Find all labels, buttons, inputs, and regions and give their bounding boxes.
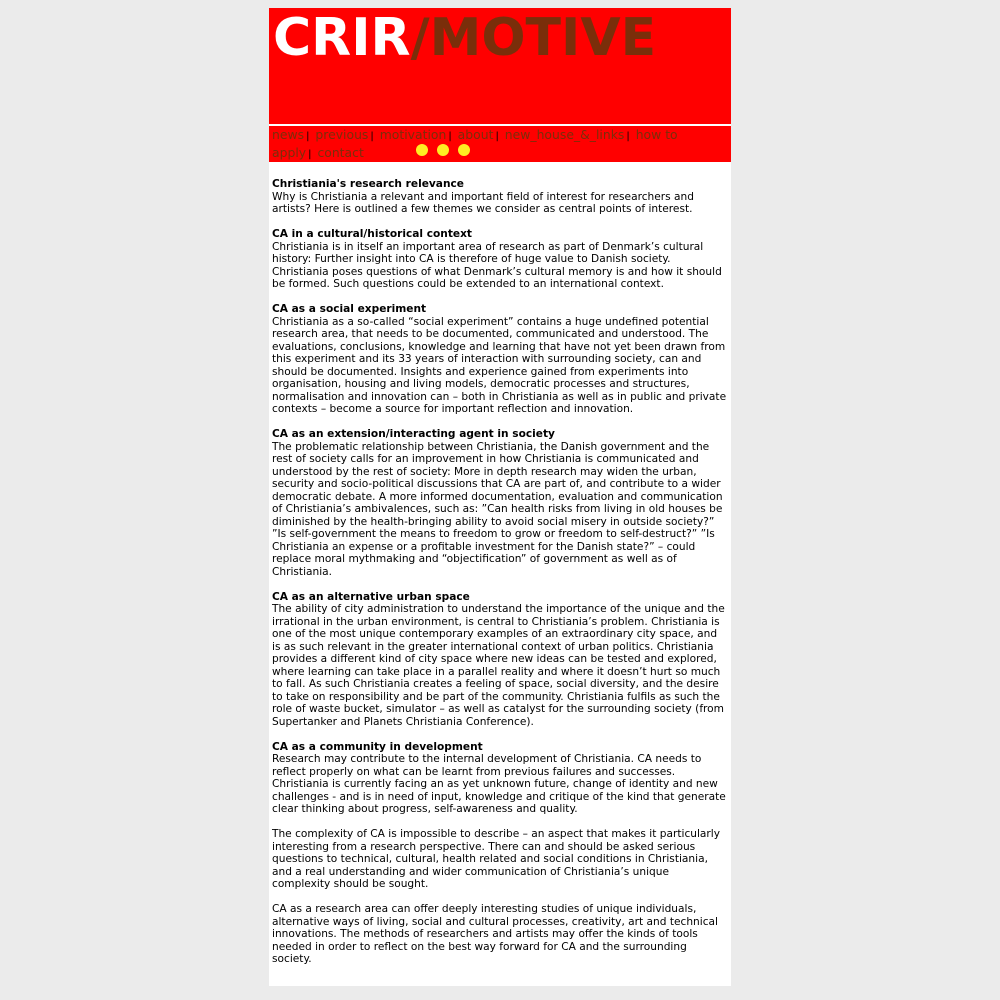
section-body: Christiania as a so-called “social experiment” contains a huge undefined potential research area, that needs to be documented, communicated and understood. The evaluations, conclusions, knowledge and learning that have not yet been drawn from this experiment and its 33 years of interaction with surrounding society, can and should be documented. Insights and experience gained from experiments into organisation, housing and living models, democratic processes and structures, normalisation and innovation can – both in Christiania as well as in public and private contexts – become a source for important reflection and innovation. [272,315,727,415]
nav-bar [269,126,731,162]
nav-link-previous[interactable]: previous [315,127,369,142]
nav-separator: | [306,131,310,142]
section-body: Why is Christiania a relevant and important field of interest for researchers and artists? Here is outlined a few themes we consider as central points of interest. [272,190,694,215]
section-body: The complexity of CA is impossible to describe – an aspect that makes it particularly interesting from a research perspective. There can and should be asked serious questions to technical, cultural, health related and social conditions in Christiania, and a real understanding and wider communication of Christiania’s unique complexity should be sought. [272,828,720,890]
nav-link-motivation[interactable]: motivation [379,127,447,142]
section-body: CA as a research area can offer deeply interesting studies of unique individuals, alternative ways of living, social and cultural processes, creativity, art and technical innovations. The methods of researchers and artists may offer the kinds of tools needed in order to reflect on the best way forward for CA and the surrounding society. [272,903,718,965]
nav-link-new-house-links[interactable]: new_house_&_links [504,127,625,142]
section-heading: CA in a cultural/historical context [272,228,472,240]
section-body: Christiania is in itself an important area of research as part of Denmark’s cultural history: Further insight into CA is therefore of huge value to Danish society. Christiania poses questions of what Denmark’s cultural memory is and how it should be formed. Such questions could be extended to an international context. [272,240,722,290]
nav-links [272,127,712,163]
nav-link-contact[interactable]: contact [317,145,364,160]
nav-separator: | [495,131,499,142]
section-heading: CA as an extension/interacting agent in society [272,428,555,440]
section-body: The problematic relationship between Christiania, the Danish government and the rest of society calls for an improvement in how Christiania is communicated and understood by the rest of society: More in depth research may widen the urban, security and socio-political discussions that CA are part of, and contribute to a wider democratic debate. A more informed documentation, evaluation and communication of Christiania’s ambivalences, such as: ”Can health risks from living in old houses be diminished by the health-bringing ability to avoid social misery in outside society?” ”Is self-government the means to freedom to grow or freedom to self-destruct?” ”Is Christiania an expense or a profitable investment for the Danish state?” – could replace moral mythmaking and “objectification” of government as well as of Christiania. [272,440,723,578]
nav-separator: | [626,131,630,142]
yellow-dot-icon [437,144,449,156]
nav-link-how-to-apply[interactable]: how to apply [272,127,678,160]
section-heading: CA as a community in development [272,740,483,753]
section-heading: CA as a social experiment [272,303,427,315]
nav-link-about[interactable]: about [457,127,494,142]
section-body: The ability of city administration to understand the importance of the unique and the irrational in the urban environment, is central to Christiania’s problem. Christiania is one of the most unique contemporary examples of an extraordinary city space, and is as such relevant in the greater international context of urban politics. Christiania provides a different kind of city space where new ideas can be tested and explored, where learning can take place in a parallel reality and where it doesn’t hurt so much to fall. As such Christiania creates a feeling of space, social diversity, and the desire to take on responsibility and be part of the community. Christiania fulfils as such the role of waste bucket, simulator – as well as catalyst for the surrounding society (from Supertanker and Planets Christiania Conference). [272,603,725,728]
site-logo[interactable] [273,10,656,66]
logo-part-white: CRIR [273,8,411,68]
section-body: Research may contribute to the internal development of Christiania. CA needs to reflect properly on what can be learnt from previous failures and successes. Christiania is currently facing an as yet unknown future, change of identity and new challenges - and is in need of input, knowledge and critique of the kind that generate clear thinking about progress, self-awareness and quality. [272,753,726,815]
nav-link-news[interactable]: news [272,127,305,142]
yellow-dot-icon [416,144,428,156]
nav-separator: | [370,131,374,142]
yellow-dot-icon [458,144,470,156]
main-content [272,178,728,978]
logo-part-brown: /MOTIVE [410,8,657,68]
section-heading: Christiania's research relevance [272,178,464,190]
header-banner [269,8,731,124]
page-container [269,8,731,986]
section-heading: CA as an alternative urban space [272,590,470,603]
nav-separator: | [308,149,312,160]
nav-separator: | [448,131,452,142]
